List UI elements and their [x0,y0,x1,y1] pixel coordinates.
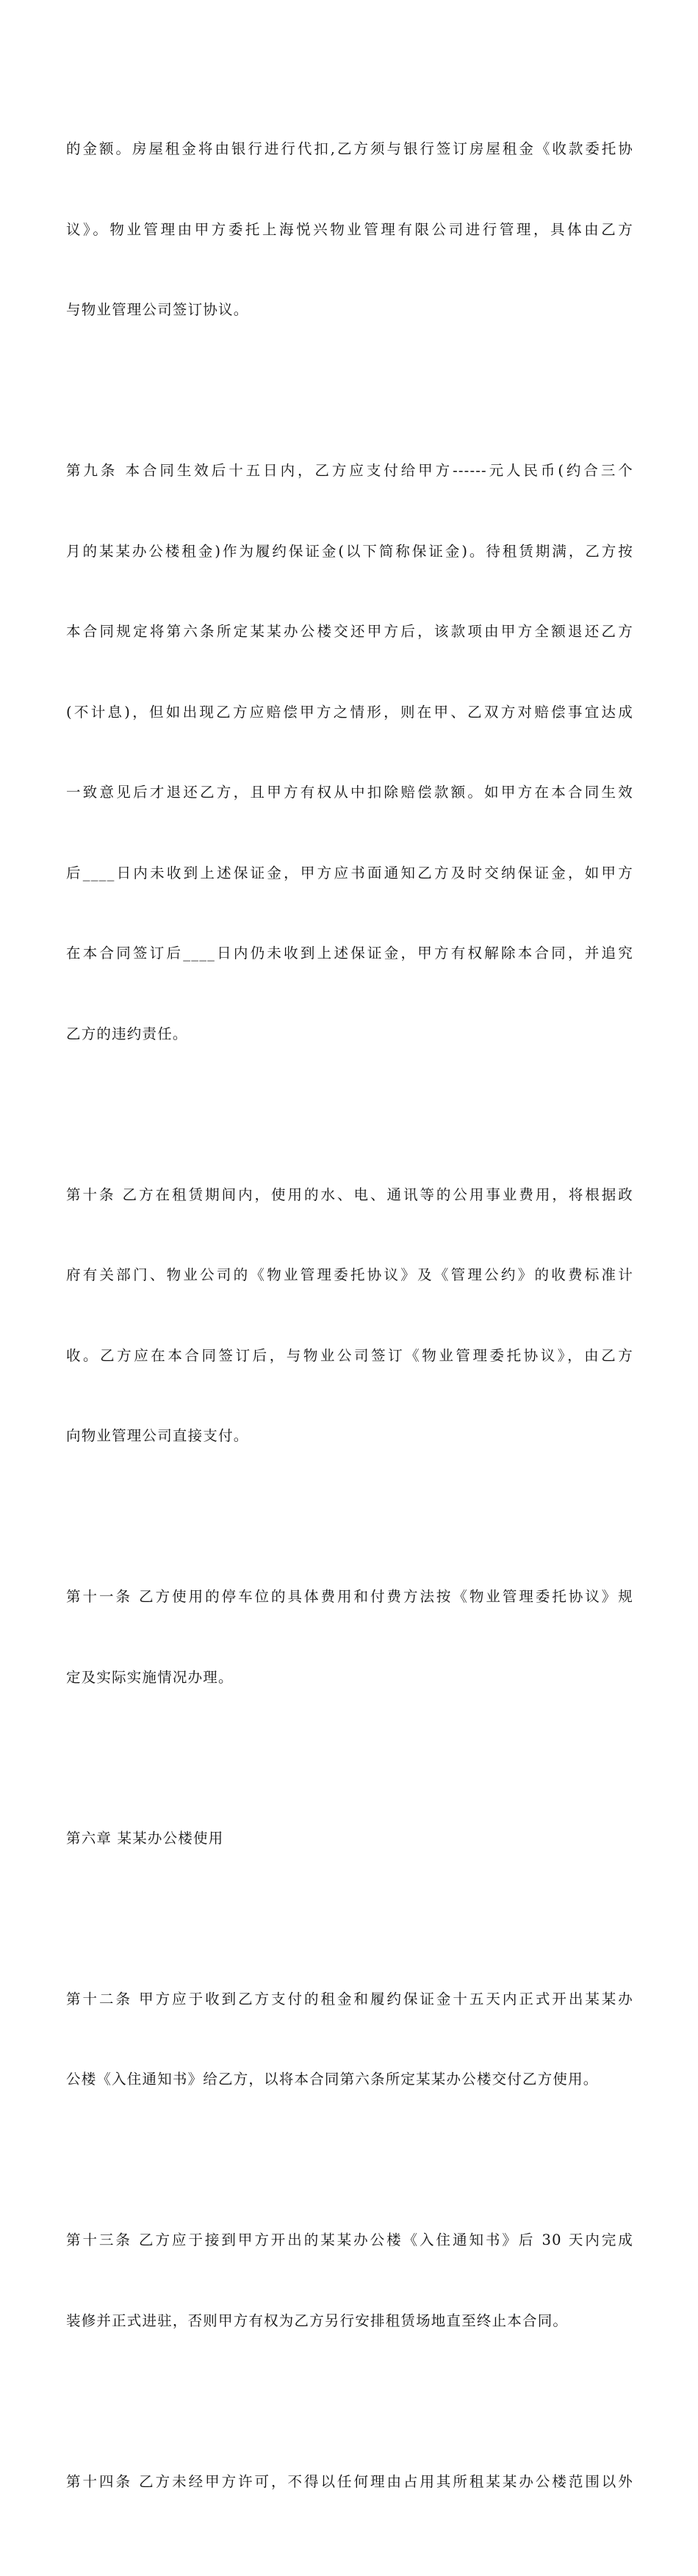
text-line: 本合同规定将第六条所定某某办公楼交还甲方后，该款项由甲方全额退还乙方 [66,623,633,640]
paragraph-article-9 [66,404,633,1101]
document-body [66,82,633,2576]
text-line: 装修并正式进驻，否则甲方有权为乙方另行安排租赁场地直至终止本合同。 [66,2312,569,2329]
text-line: 第十二条 甲方应于收到乙方支付的租金和履约保证金十五天内正式开出某某办 [66,1990,633,2007]
text-line: 公楼《入住通知书》给乙方，以将本合同第六条所定某某办公楼交付乙方使用。 [66,2071,599,2088]
paragraph-article-12 [66,1933,633,2147]
text-line: 向物业管理公司直接支付。 [66,1427,249,1444]
paragraph-article-13 [66,2173,633,2388]
text-line: (不计息)，但如出现乙方应赔偿甲方之情形，则在甲、乙双方对赔偿事宜达成 [66,703,633,721]
text-line: 第十条 乙方在租赁期间内，使用的水、电、通讯等的公用事业费用，将根据政 [66,1186,633,1203]
paragraph-rent-payment [66,82,633,378]
text-line: 第十三条 乙方应于接到甲方开出的某某办公楼《入住通知书》后 30 天内完成 [66,2232,633,2248]
text-line: 月的某某办公楼租金)作为履约保证金(以下简称保证金)。待租赁期满，乙方按 [66,542,633,560]
text-line: 的金额。房屋租金将由银行进行代扣,乙方须与银行签订房屋租金《收款委托协 [66,140,633,157]
text-line: 第十一条 乙方使用的停车位的具体费用和付费方法按《物业管理委托协议》规 [66,1588,633,1605]
text-line: 定及实际实施情况办理。 [66,1668,234,1686]
text-line: 第九条 本合同生效后十五日内，乙方应支付给甲方------元人民币(约合三个 [66,462,633,479]
text-line: 收。乙方应在本合同签订后，与物业公司签订《物业管理委托协议》，由乙方 [66,1346,633,1364]
text-line: 一致意见后才退还乙方，且甲方有权从中扣除赔偿款额。如甲方在本合同生效 [66,784,633,801]
text-line: 第十四条 乙方未经甲方许可，不得以任何理由占用其所租某某办公楼范围以外 [66,2472,633,2490]
text-line: 后____日内未收到上述保证金，甲方应书面通知乙方及时交纳保证金，如甲方 [66,864,633,881]
text-line: 在本合同签订后____日内仍未收到上述保证金，甲方有权解除本合同，并追究 [66,945,633,962]
paragraph-article-10 [66,1128,633,1504]
text-line: 议》。物业管理由甲方委托上海悦兴物业管理有限公司进行管理，具体由乙方 [66,220,633,238]
chapter-heading [66,1772,633,1906]
text-line: 与物业管理公司签订协议。 [66,301,249,318]
text-line: 第六章 某某办公楼使用 [66,1829,224,1847]
text-line: 府有关部门、物业公司的《物业管理委托协议》及《管理公约》的收费标准计 [66,1266,633,1283]
paragraph-article-11 [66,1530,633,1745]
text-line: 乙方的违约责任。 [66,1025,188,1042]
paragraph-article-14 [66,2415,633,2550]
